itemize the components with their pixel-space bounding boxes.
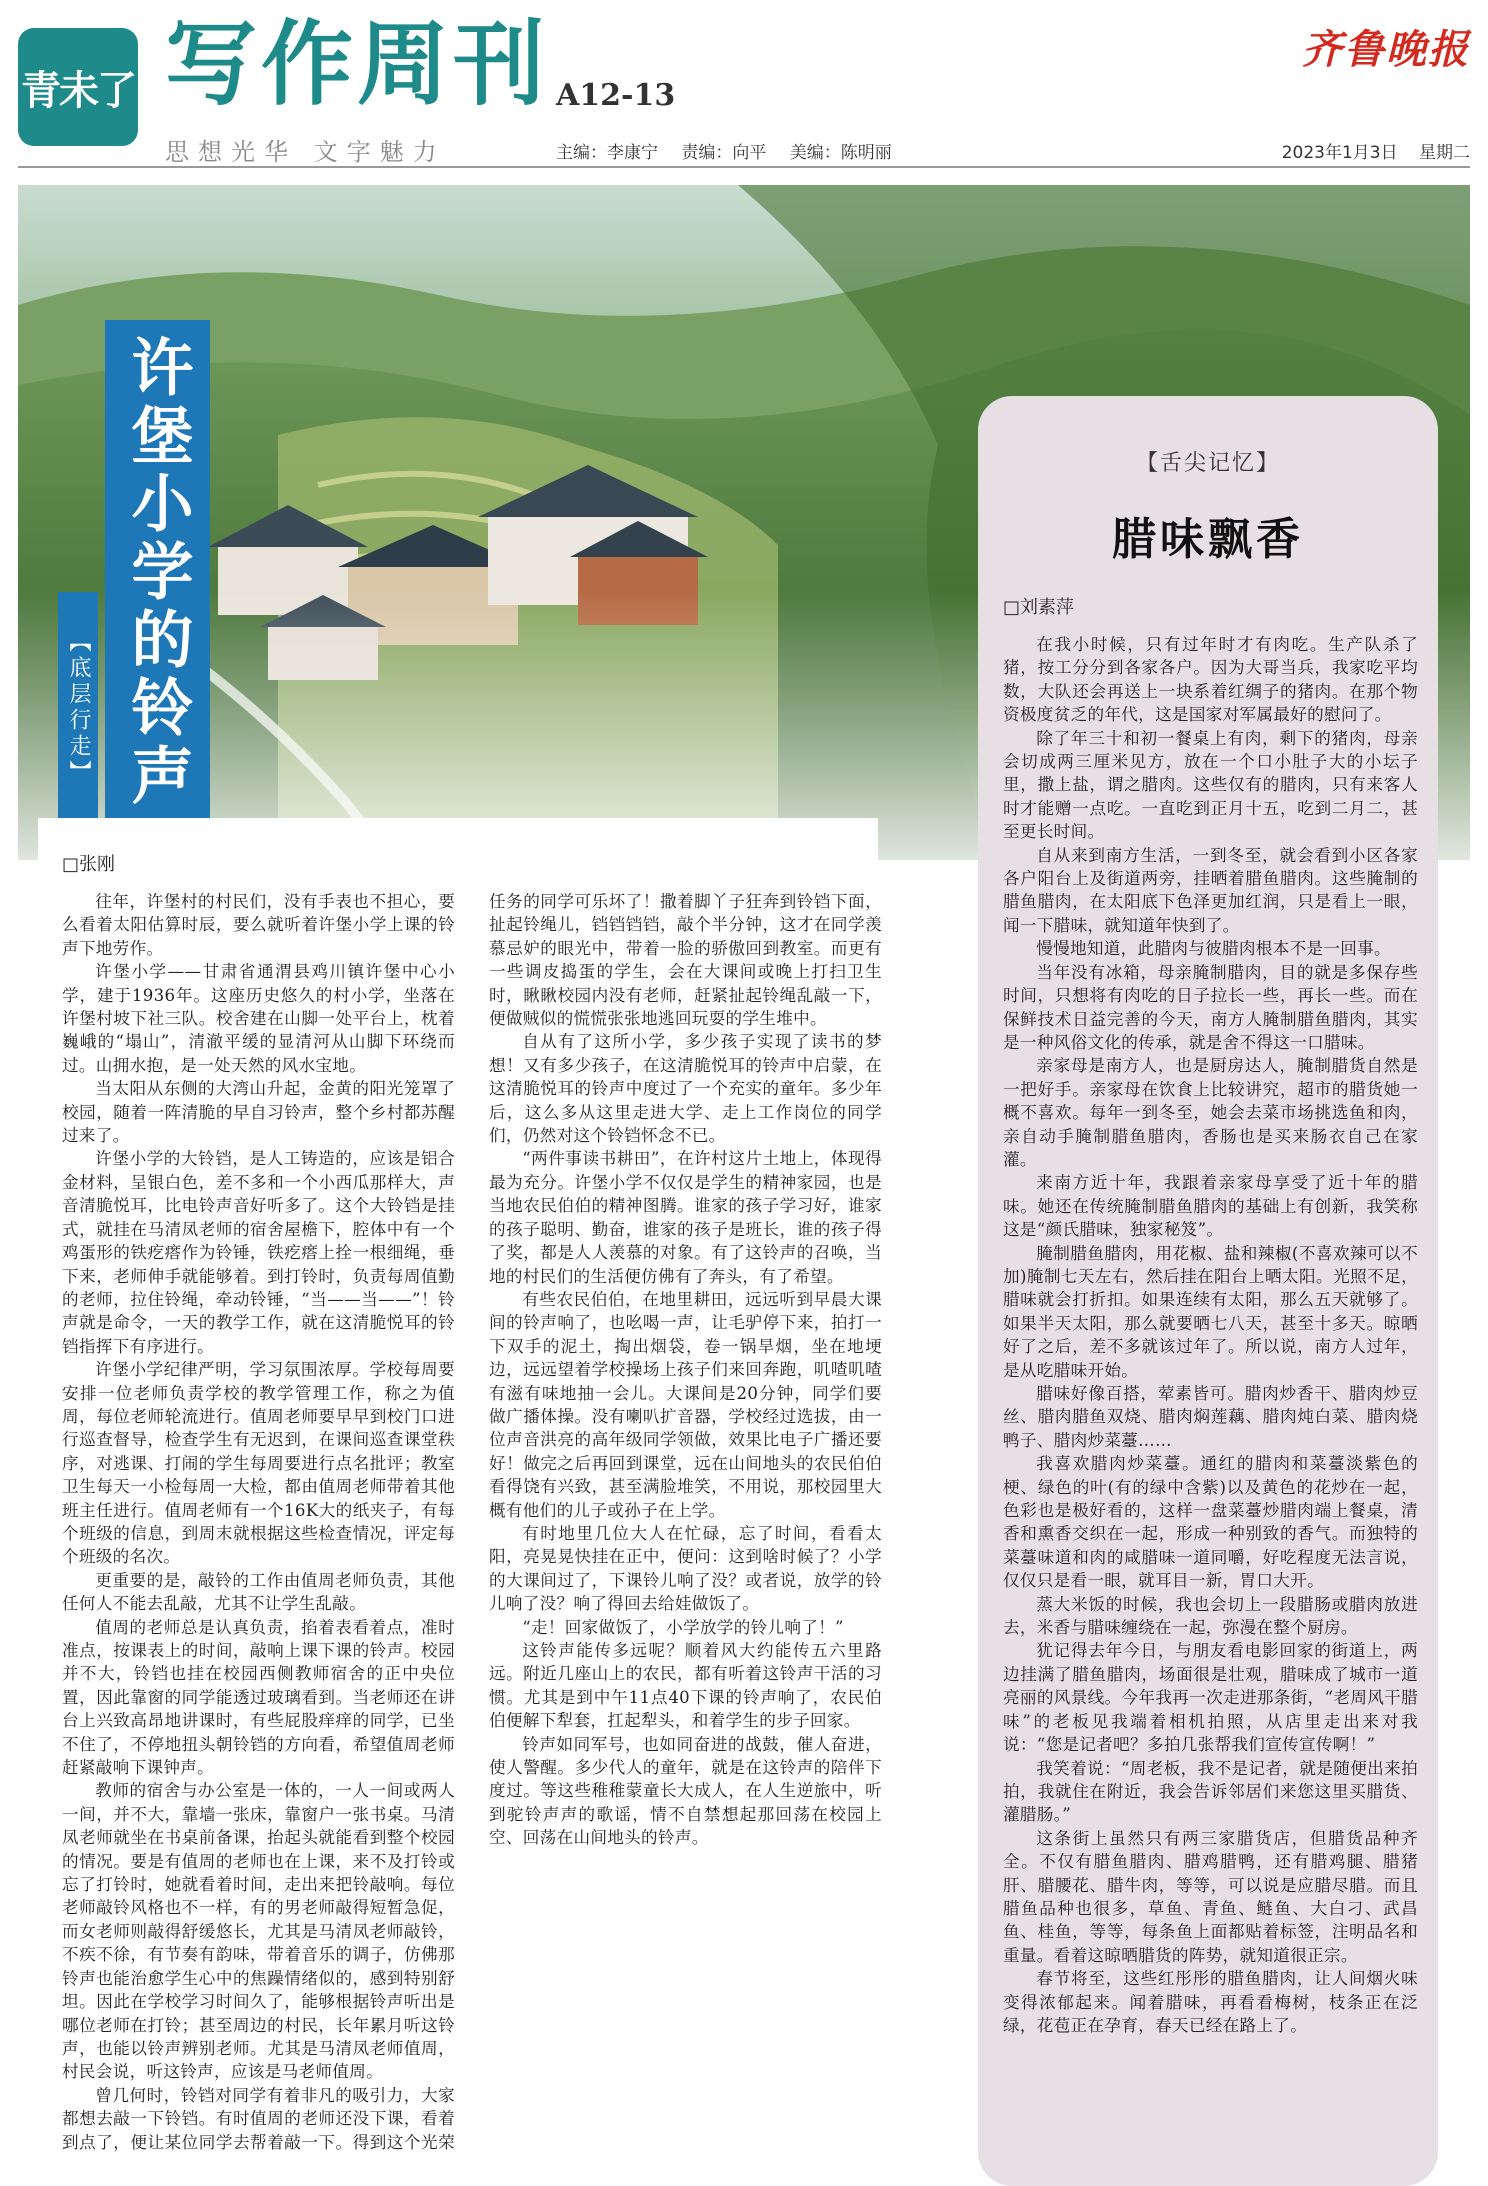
article-paragraph: 铃声如同军号，也如同奋进的战鼓，催人奋进，使人警醒。多少代人的童年，就是在这铃声的陪伴下度过。等这些稚稚蒙童长大成人，在人生逆旅中，听到驼铃声声的歌谣，情不自禁想起那回荡在校园上空、回荡在山间地头的铃声。 xyxy=(489,1734,882,1848)
article-body xyxy=(62,890,882,2170)
article-author: □张刚 xyxy=(62,854,116,875)
art-editor: 美编：陈明丽 xyxy=(789,143,892,163)
publication-title: 写作周刊 xyxy=(165,11,550,118)
article-column-tag: 【底层行走】 xyxy=(58,592,98,824)
slogan: 思想光华 文字魅力 xyxy=(165,138,446,166)
sidebar-paragraph: 除了年三十和初一餐桌上有肉，剩下的猪肉，母亲会切成两三厘米见方，放在一个口小肚子大的小坛子里，撒上盐，谓之腊肉。这些仅有的腊肉，只有来客人时才能赠一点吃。一直吃到正月十五，吃到二月二，甚至更长时间。 xyxy=(1003,728,1418,842)
article-paragraph: 有些农民伯伯，在地里耕田，远远听到早晨大课间的铃声响了，也吆喝一声，让毛驴停下来，拍打一下双手的泥土，掏出烟袋，卷一锅旱烟，坐在地埂边，远远望着学校操场上孩子们来回奔跑，叽喳叽喳有滋有味地抽一会儿。大课间是20分钟，同学们要做广播体操。没有喇叭扩音器，学校经过选拔，由一位声音洪亮的高年级同学领做，效果比电子广播还要好！做完之后再回到课堂，远在山间地头的农民伯伯看得饶有兴致，甚至满脸堆笑，不用说，那校园里大概有他们的儿子或孙子在上学。 xyxy=(489,1289,882,1520)
header-divider xyxy=(18,166,1470,168)
article-paragraph: 值周的老师总是认真负责，掐着表看着点，准时准点，按课表上的时间，敲响上课下课的铃声。校园并不大，铃铛也挂在校园西侧教师宿舍的正中央位置，因此靠窗的同学能透过玻璃看到。当老师还在讲台上兴致高昂地讲课时，有些屁股痒痒的同学，已坐不住了，不停地扭头朝铃铛的方向看，希望值周老师赶紧敲响下课钟声。 xyxy=(62,1617,455,1778)
sidebar-paragraph: 蒸大米饭的时候，我也会切上一段腊肠或腊肉放进去，米香与腊味缠绕在一起，弥漫在整个厨房。 xyxy=(1003,1594,1418,1638)
article-paragraph: 许堡小学纪律严明，学习氛围浓厚。学校每周要安排一位老师负责学校的教学管理工作，称之为值周，每位老师轮流进行。值周老师要早早到校门口进行巡查督导，检查学生有无迟到，在课间巡查课堂秩序，对逃课、打闹的学生每周要进行点名批评；教室卫生每天一小检每周一大检，都由值周老师带着其他班主任进行。值周老师有一个16K大的纸夹子，有每个班级的信息，到周末就根据这些检查情况，评定每个班级的名次。 xyxy=(62,1360,455,1567)
dateline xyxy=(1266,138,1470,163)
sidebar-paragraph: 我笑着说：“周老板，我不是记者，就是随便出来拍拍，我就住在附近，我会告诉邻居们来您这里买腊货、灌腊肠。” xyxy=(1003,1758,1418,1825)
newspaper-brand: 齐鲁晚报 xyxy=(1302,26,1470,73)
responsible-editor: 责编：向平 xyxy=(681,143,767,163)
article-paragraph: 许堡小学的大铃铛，是人工铸造的，应该是铝合金材料，呈银白色，差不多和一个小西瓜那样大，声音清脆悦耳，比电铃声音好听多了。这个大铃铛是挂式，就挂在马清凤老师的宿舍屋檐下，腔体中有一个鸡蛋形的铁疙瘩作为铃锤，铁疙瘩上拴一根细绳，垂下来，老师伸手就能够着。到打铃时，负责每周值勤的老师，拉住铃绳，牵动铃锤，“当——当——”！铃声就是命令，一天的教学工作，就在这清脆悦耳的铃铛指挥下有序进行。 xyxy=(62,1149,455,1356)
sidebar-paragraph: 亲家母是南方人，也是厨房达人，腌制腊货自然是一把好手。亲家母在饮食上比较讲究，超市的腊货她一概不喜欢。每年一到冬至，她会去菜市场挑选鱼和肉，亲自动手腌制腊鱼腊肉，香肠也是买来肠衣自己在家灌。 xyxy=(1003,1056,1418,1169)
article-paragraph: 曾几何时，铃铛对同学有着非凡的吸引力，大家都想去敲一下铃铛。有时值周的老师还没下课，看着到点了，便让某位同学去帮着敲一下。得到这个光荣任务的同学可乐坏了！撒着脚丫子狂奔到铃铛下面，扯起铃绳儿，铛铛铛铛，敲个半分钟，这才在同学羡慕忌妒的眼光中，带着一脸的骄傲回到教室。而更有一些调皮捣蛋的学生，会在大课间或晚上打扫卫生时，瞅瞅校园内没有老师，赶紧扯起铃绳乱敲一下，便做贼似的慌慌张张地逃回玩耍的学生堆中。 xyxy=(62,892,882,2152)
article-title: 许堡小学的铃声 xyxy=(105,320,210,825)
article-paragraph: 这铃声能传多远呢？顺着风大约能传五六里路远。附近几座山上的农民，都有听着这铃声干活的习惯。尤其是到中午11点40下课的铃声响了，农民伯伯便解下犁套，扛起犁头，和着学生的步子回家。 xyxy=(489,1641,882,1731)
sidebar-column-tag: 【舌尖记忆】 xyxy=(1135,451,1280,476)
article-paragraph: 往年，许堡村的村民们，没有手表也不担心，要么看着太阳估算时辰，要么就听着许堡小学上课的铃声下地劳作。 xyxy=(62,892,455,958)
article-paragraph: 教师的宿舍与办公室是一体的，一人一间或两人一间，并不大，靠墙一张床，靠窗户一张书桌。马清凤老师就坐在书桌前备课，抬起头就能看到整个校园的情况。要是有值周的老师也在上课，来不及打铃或忘了打铃时，她就看着时间，走出来把铃敲响。每位老师敲铃风格也不一样，有的男老师敲得短暂急促，而女老师则敲得舒缓悠长，尤其是马清凤老师敲铃，不疾不徐，有节奏有韵味，带着音乐的调子，仿佛那铃声也能治愈学生心中的焦躁情绪似的，感到特别舒坦。因此在学校学习时间久了，能够根据铃声听出是哪位老师在打铃；甚至周边的村民，长年累月听这铃声，也能以铃声辨别老师。尤其是马清凤老师值周，村民会说，听这铃声，应该是马老师值周。 xyxy=(62,1781,455,2082)
sidebar-paragraph: 这条街上虽然只有两三家腊货店，但腊货品种齐全。不仅有腊鱼腊肉、腊鸡腊鸭，还有腊鸡腿、腊猪肝、腊腰花、腊牛肉，等等，可以说是应腊尽腊。而且腊鱼品种也很多，草鱼、青鱼、鲢鱼、大白刁、武昌鱼、桂鱼，等等，每条鱼上面都贴着标签，注明品名和重量。看着这晾晒腊货的阵势，就知道很正宗。 xyxy=(1003,1828,1418,1965)
sidebar-paragraph: 当年没有冰箱，母亲腌制腊肉，目的就是多保存些时间，只想将有肉吃的日子拉长一些，再长一些。而在保鲜技术日益完善的今天，南方人腌制腊鱼腊肉，其实是一种风俗文化的传承，就是舍不得这一口腊味。 xyxy=(1003,962,1418,1052)
article-paragraph: 自从有了这所小学，多少孩子实现了读书的梦想！又有多少孩子，在这清脆悦耳的铃声中启蒙，在这清脆悦耳的铃声中度过了一个充实的童年。多少年后，这么多从这里走进大学、走上工作岗位的同学们，仍然对这个铃铛怀念不已。 xyxy=(489,1032,882,1146)
sidebar-author: □刘素萍 xyxy=(1003,597,1075,618)
issue-date: 2023年1月3日 xyxy=(1281,143,1398,163)
sidebar-paragraph: 自从来到南方生活，一到冬至，就会看到小区各家各户阳台上及街道两旁，挂晒着腊鱼腊肉。这些腌制的腊鱼腊肉，在太阳底下色泽更加红润，只是看上一眼，闻一下腊味，就知道年快到了。 xyxy=(1003,845,1418,935)
article-paragraph: 有时地里几位大人在忙碌，忘了时间，看看太阳，亮晃晃快挂在正中，便问：这到啥时候了？小学的大课间过了，下课铃儿响了没？或者说，放学的铃儿响了没？响了得回去给娃做饭了。 xyxy=(489,1523,882,1614)
logo-text: 青未了 xyxy=(21,67,135,114)
chief-editor: 主编：李康宁 xyxy=(556,143,658,163)
sidebar-paragraph: 慢慢地知道，此腊肉与彼腊肉根本不是一回事。 xyxy=(1036,939,1391,959)
sidebar-title: 腊味飘香 xyxy=(1112,514,1304,565)
sidebar-paragraph: 我喜欢腊肉炒菜薹。通红的腊肉和菜薹淡紫色的梗、绿色的叶(有的绿中含紫)以及黄色的花炒在一起，色彩也是极好看的，这样一盘菜薹炒腊肉端上餐桌，清香和熏香交织在一起，形成一种别致的香气。而独特的菜薹味道和肉的咸腊味一道同嚼，好吃程度无法言说，仅仅只是看一眼，就耳目一新，胃口大开。 xyxy=(1003,1454,1418,1591)
sidebar-paragraph: 春节将至，这些红彤彤的腊鱼腊肉，让人间烟火味变得浓郁起来。闻着腊味，再看看梅树，枝条正在泛绿，花苞正在孕育，春天已经在路上了。 xyxy=(1003,1969,1418,2035)
editor-credits xyxy=(556,138,910,163)
article-paragraph: 更重要的是，敲铃的工作由值周老师负责，其他任何人不能去乱敲，尤其不让学生乱敲。 xyxy=(62,1570,455,1614)
page-number: A12-13 xyxy=(556,78,676,113)
article-paragraph: “两件事读书耕田”，在许村这片土地上，体现得最为充分。许堡小学不仅仅是学生的精神家园，也是当地农民伯伯的精神图腾。谁家的孩子学习好，谁家的孩子聪明、勤奋，谁家的孩子是班长，谁的孩子得了奖，都是人人羡慕的对象。有了这铃声的召唤，当地的村民们的生活便仿佛有了奔头，有了希望。 xyxy=(489,1149,882,1286)
sidebar-paragraph: 在我小时候，只有过年时才有肉吃。生产队杀了猪，按工分分到各家各户。因为大哥当兵，我家吃平均数，大队还会再送上一块系着红绸子的猪肉。在那个物资极度贫乏的年代，这是国家对军属最好的慰问了。 xyxy=(1003,635,1418,725)
brand-logo xyxy=(18,28,138,146)
sidebar-paragraph: 腌制腊鱼腊肉，用花椒、盐和辣椒(不喜欢辣可以不加)腌制七天左右，然后挂在阳台上晒太阳。光照不足，腊味就会打折扣。如果连续有太阳，那么五天就够了。如果半天太阳，那么就要晒七八天，甚至十多天。晾晒好了之后，差不多就该过年了。所以说，南方人过年，是从吃腊味开始。 xyxy=(1003,1243,1418,1380)
article-paragraph: 当太阳从东侧的大湾山升起，金黄的阳光笼罩了校园，随着一阵清脆的早自习铃声，整个乡村都苏醒过来了。 xyxy=(62,1079,455,1146)
article-paragraph: 许堡小学——甘肃省通渭县鸡川镇许堡中心小学，建于1936年。这座历史悠久的村小学，坐落在许堡村坡下社三队。校舍建在山脚一处平台上，枕着巍峨的“塌山”，清澈平缓的显清河从山脚下环绕而过。山拥水抱，是一处天然的风水宝地。 xyxy=(62,962,455,1075)
issue-weekday: 星期二 xyxy=(1419,143,1470,163)
sidebar-paragraph: 腊味好像百搭，荤素皆可。腊肉炒香干、腊肉炒豆丝、腊肉腊鱼双烧、腊肉焖莲藕、腊肉炖白菜、腊肉烧鸭子、腊肉炒菜薹…… xyxy=(1003,1384,1418,1450)
article-paragraph: “走！回家做饭了，小学放学的铃儿响了！” xyxy=(522,1617,844,1637)
sidebar-body xyxy=(1003,633,1418,2173)
sidebar-paragraph: 来南方近十年，我跟着亲家母享受了近十年的腊味。她还在传统腌制腊鱼腊肉的基础上有创新，我笑称这是“颜氏腊味，独家秘笈”。 xyxy=(1003,1173,1418,1240)
sidebar-paragraph: 犹记得去年今日，与朋友看电影回家的街道上，两边挂满了腊鱼腊肉，场面很是壮观，腊味成了城市一道亮丽的风景线。今年我再一次走进那条街，“老周风干腊味”的老板见我端着相机拍照，从店里走出来对我说：“您是记者吧？多拍几张帮我们宣传宣传啊！” xyxy=(1003,1641,1418,1755)
